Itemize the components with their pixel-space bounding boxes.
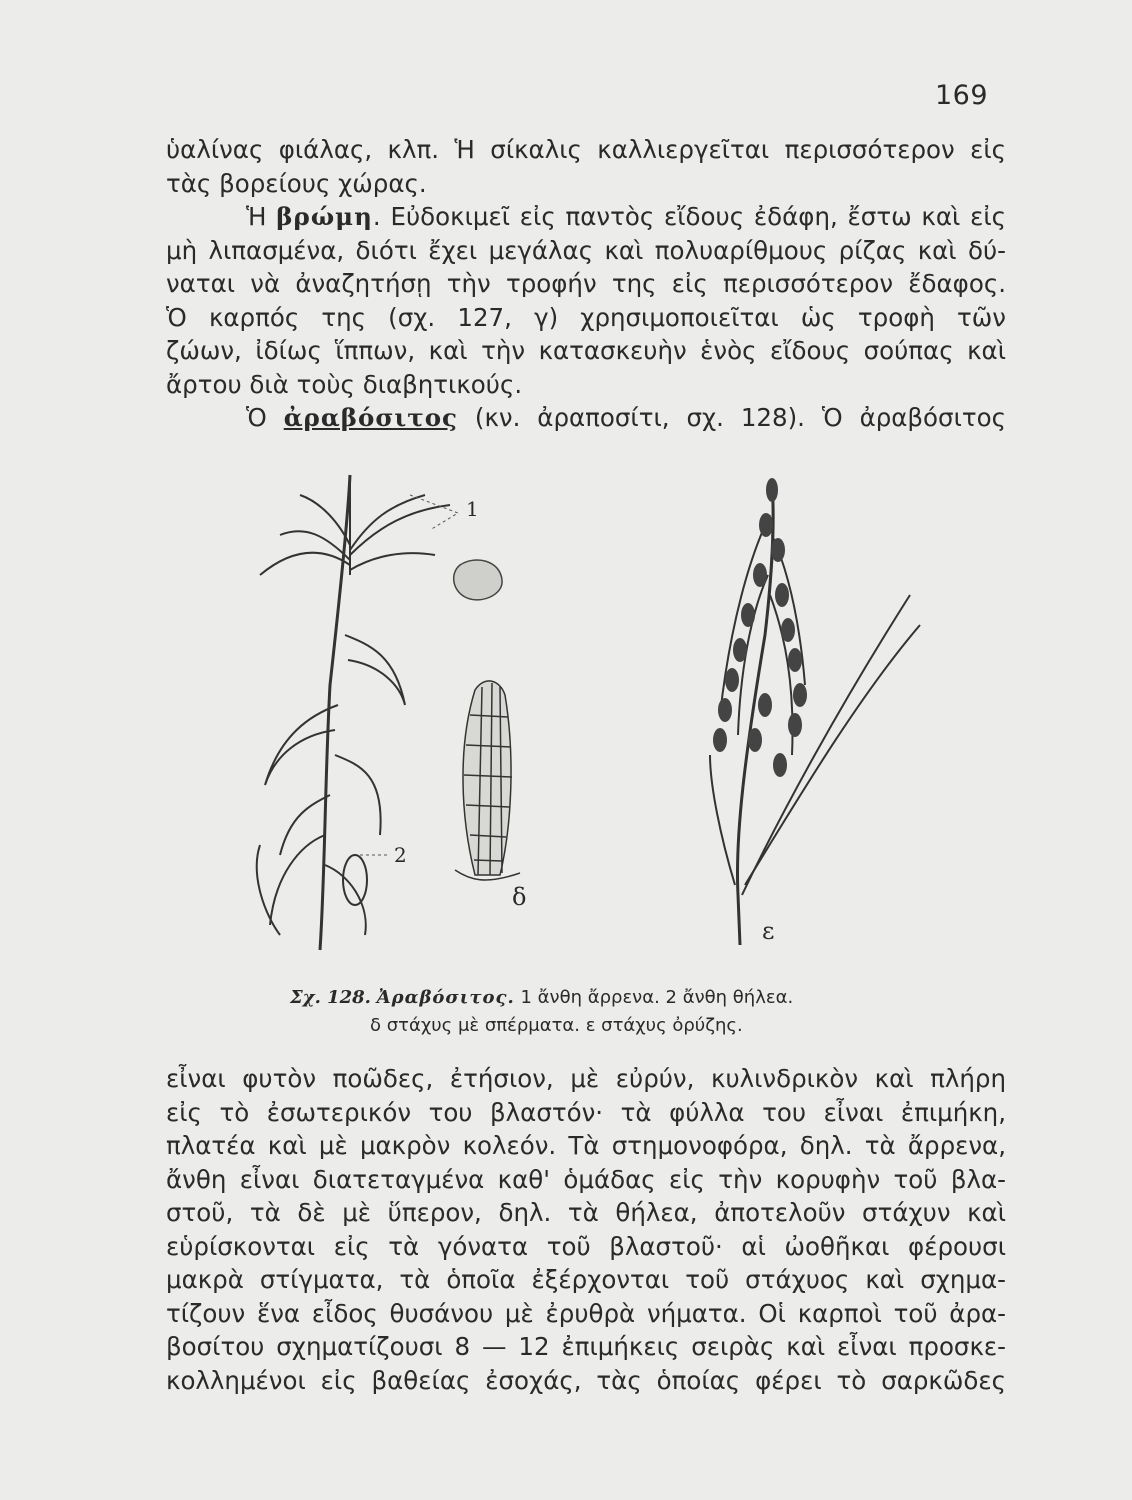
maize-plant-drawing bbox=[257, 475, 450, 950]
label-delta: δ bbox=[512, 883, 527, 911]
rice-ear-drawing bbox=[710, 480, 920, 945]
caption-line2: δ στάχυς μὲ σπέρματα. ε στάχυς ὀρύζης. bbox=[370, 1015, 743, 1036]
text-line: πλατέα καὶ μὲ μακρὸν κολεόν. Τὰ στημονοφόρα, δηλ. τὰ ἄρρενα, bbox=[166, 1131, 1006, 1160]
figure-maize-rice bbox=[220, 455, 1010, 985]
text-fragment: (κν. ἀραποσίτι, σχ. 128). Ὁ ἀραβόσιτος bbox=[457, 403, 1006, 432]
text-line: ναται νὰ ἀναζητήσῃ τὴν τροφήν της εἰς περισσότερον ἔδαφος. bbox=[166, 269, 1006, 298]
text-line: ζώων, ἰδίως ἵππων, καὶ τὴν κατασκευὴν ἑνὸς εἴδους σούπας καὶ bbox=[166, 336, 1006, 365]
seed-drawing bbox=[454, 560, 502, 600]
text-line: μὴ λιπασμένα, διότι ἔχει μεγάλας καὶ πολυαρίθμους ρίζας καὶ δύ- bbox=[166, 235, 1006, 265]
bottom-paragraph bbox=[166, 1062, 1006, 1397]
corn-cob-drawing bbox=[455, 681, 520, 880]
label-2: 2 bbox=[394, 843, 407, 867]
term-oats: βρώμη bbox=[276, 202, 373, 231]
text-line: βοσίτου σχηματίζουσι 8 — 12 ἐπιμήκεις σειρὰς καὶ εἶναι προσκε- bbox=[166, 1332, 1006, 1361]
label-epsilon: ε bbox=[762, 917, 775, 945]
caption-line1-text: 1 ἄνθη ἄρρενα. 2 ἄνθη θήλεα. bbox=[520, 987, 794, 1008]
text-fragment: Ἡ bbox=[246, 202, 277, 231]
text-fragment: . Εὐδοκιμεῖ εἰς παντὸς εἴδους ἐδάφη, ἔστω καὶ εἰς bbox=[372, 202, 1006, 231]
caption-fig-name: Ἀραβόσιτος. bbox=[376, 987, 515, 1008]
term-maize: ἀραβόσιτος bbox=[283, 403, 458, 432]
top-paragraph bbox=[166, 133, 1006, 435]
text-fragment: Ὁ bbox=[246, 403, 284, 432]
text-line: Ὁ καρπός της (σχ. 127, γ) χρησιμοποιεῖται ὡς τροφὴ τῶν bbox=[166, 302, 1006, 332]
text-line: εὑρίσκονται εἰς τὰ γόνατα τοῦ βλαστοῦ· αἱ ὠοθῆκαι φέρουσι bbox=[166, 1231, 1006, 1261]
text-line: ἄρτου διὰ τοὺς διαβητικούς. bbox=[166, 369, 523, 399]
text-line bbox=[166, 200, 1006, 234]
text-line: κολλημένοι εἰς βαθείας ἐσοχάς, τὰς ὁποίας φέρει τὸ σαρκῶδες bbox=[166, 1365, 1006, 1395]
page-number: 169 bbox=[935, 80, 989, 111]
text-line: εἶναι φυτὸν ποῶδες, ἐτήσιον, μὲ εὐρύν, κυλινδρικὸν καὶ πλήρη bbox=[166, 1064, 1006, 1093]
label-1: 1 bbox=[466, 497, 479, 521]
text-line: εἰς τὸ ἐσωτερικόν του βλαστόν· τὰ φύλλα του εἶναι ἐπιμήκη, bbox=[166, 1097, 1006, 1127]
text-line: τίζουν ἕνα εἶδος θυσάνου μὲ ἐρυθρὰ νήματα. Οἱ καρποὶ τοῦ ἀρα- bbox=[166, 1298, 1006, 1328]
text-line: τὰς βορείους χώρας. bbox=[166, 168, 427, 198]
rice-grains bbox=[713, 478, 807, 777]
text-line bbox=[166, 401, 1006, 435]
text-line: μακρὰ στίγματα, τὰ ὁποῖα ἐξέρχονται τοῦ στάχυος καὶ σχημα- bbox=[166, 1265, 1006, 1294]
caption-fig-number: Σχ. 128. bbox=[290, 987, 371, 1008]
text-line: ὑαλίνας φιάλας, κλπ. Ἡ σίκαλις καλλιεργεῖται περισσότερον εἰς bbox=[166, 135, 1006, 164]
leader-lines bbox=[360, 495, 458, 855]
figure-illustration bbox=[220, 455, 1010, 985]
figure-caption bbox=[290, 984, 990, 1040]
text-line: ἄνθη εἶναι διατεταγμένα καθ' ὁμάδας εἰς τὴν κορυφὴν τοῦ βλα- bbox=[166, 1164, 1006, 1194]
text-line: στοῦ, τὰ δὲ μὲ ὕπερον, δηλ. τὰ θήλεα, ἀποτελοῦν στάχυν καὶ bbox=[166, 1198, 1006, 1227]
